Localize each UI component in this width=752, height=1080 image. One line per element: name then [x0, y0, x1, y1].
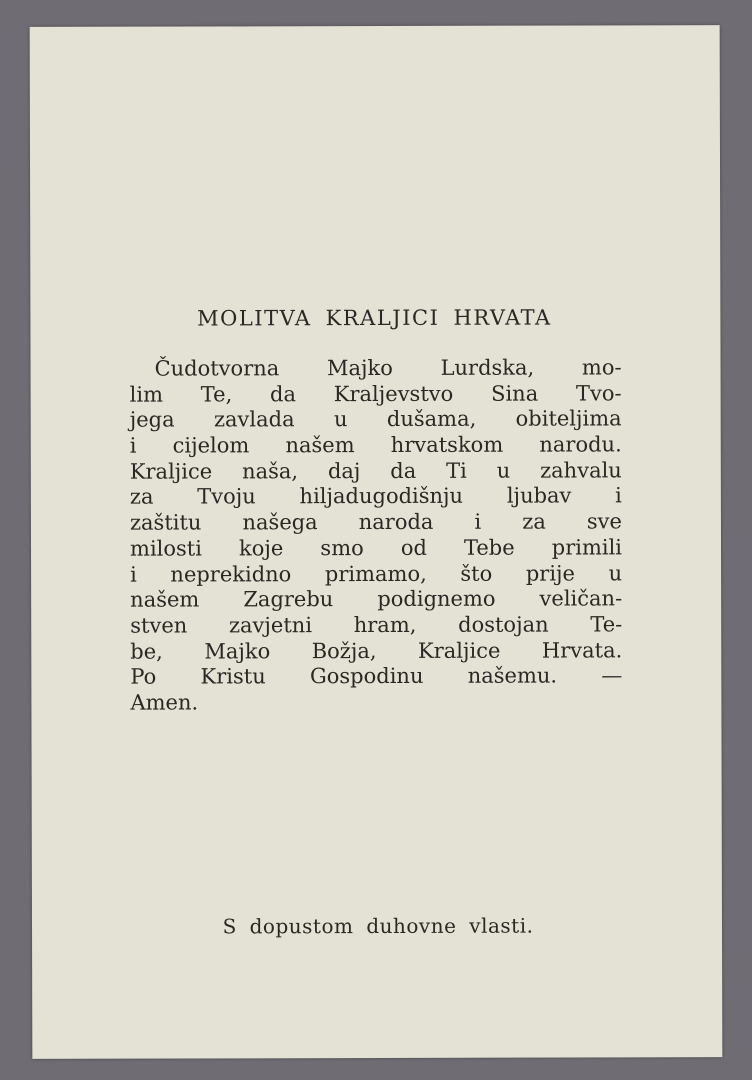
- prayer-line: našem Zagrebu podignemo veličan-: [130, 586, 623, 612]
- prayer-line: Kraljice naša, daj da Ti u zahvalu: [129, 458, 622, 484]
- prayer-text: [130, 355, 623, 716]
- prayer-title: MOLITVA KRALJICI HRVATA: [197, 305, 552, 331]
- prayer-line: za Tvoju hiljadugodišnju ljubav i: [129, 483, 622, 510]
- prayer-line: milosti koje smo od Tebe primili: [129, 535, 623, 561]
- prayer-line: i cijelom našem hrvatskom narodu.: [129, 432, 622, 458]
- prayer-line: Po Kristu Gospodinu našemu. —: [130, 663, 623, 689]
- prayer-line: zaštitu našega naroda i za sve: [129, 509, 622, 535]
- prayer-line: i neprekidno primamo, što prije u: [130, 560, 623, 587]
- prayer-line: Amen.: [130, 690, 199, 715]
- prayer-line: Čudotvorna Majko Lurdska, mo-: [154, 355, 622, 381]
- prayer-card: [30, 25, 723, 1059]
- prayer-line: stven zavjetni hram, dostojan Te-: [130, 612, 623, 638]
- prayer-line: jega zavlada u dušama, obiteljima: [129, 406, 622, 433]
- prayer-line: lim Te, da Kraljevstvo Sina Tvo-: [129, 381, 622, 407]
- imprimatur-note: S dopustom duhovne vlasti.: [222, 913, 534, 939]
- prayer-line: be, Majko Božja, Kraljice Hrvata.: [130, 637, 623, 664]
